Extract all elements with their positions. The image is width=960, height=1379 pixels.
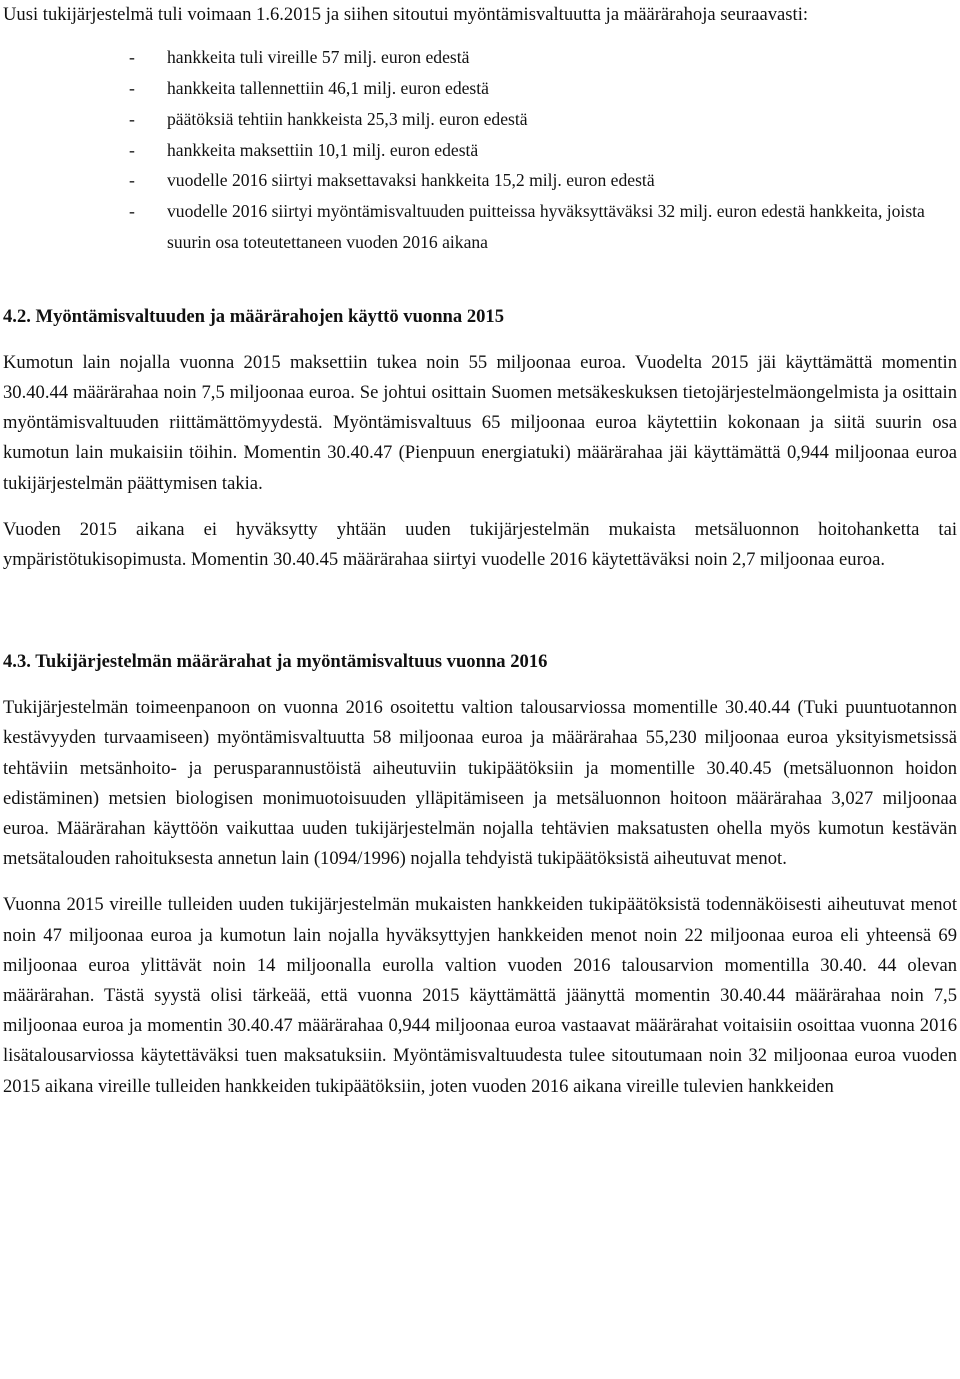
document-page <box>3 0 957 1102</box>
section-heading-4-3: 4.3. Tukijärjestelmän määrärahat ja myöntämisvaltuus vuonna 2016 <box>3 651 548 673</box>
list-item <box>129 135 957 166</box>
paragraph: Tukijärjestelmän toimeenpanoon on vuonna 2016 osoitettu valtion talousarviossa momentille 30.40.44 (Tuki puuntuotannon kestävyyden turvaamiseen) myöntämisvaltuutta 58 miljoonaa euroa ja määrärahaa 55,230 miljoonaa euroa yksityismetsissä tehtäviin metsänhoito- ja perusparannustöistä aiheutuviin tukipäätöksiin ja momentille 30.40.45 (metsäluonnon hoidon edistäminen) metsien biologisen monimuotoisuuden ylläpitämiseen ja metsäluonnon hoitoon määrärahaa 3,027 miljoonaa euroa. Määrärahan käyttöön vaikuttaa uuden tukijärjestelmän nojalla tehtävien maksatusten ohella myös kumotun kestävän metsätalouden rahoituksesta annetun lain (1094/1996) nojalla tehdyistä tukipäätöksistä aiheutuvat menot. <box>3 697 957 870</box>
list-item <box>129 196 957 258</box>
paragraph: Kumotun lain nojalla vuonna 2015 maksettiin tukea noin 55 miljoonaa euroa. Vuodelta 2015 jäi käyttämättä momentin 30.40.44 määrärahaa noin 7,5 miljoonaa euroa. Se johtui osittain Suomen metsäkeskuksen tietojärjestelmäongelmista ja osittain myöntämisvaltuuden riittämättömyydestä. Myöntämisvaltuus 65 miljoonaa euroa käytettiin kokonaan ja siitä suurin osa kumotun lain mukaisiin töihin. Momentin 30.40.47 (Pienpuun energiatuki) määrärahaa jäi käyttämättä 0,944 miljoonaa euroa tukijärjestelmän päättymisen takia. <box>3 351 957 494</box>
list-item-text: hankkeita tuli vireille 57 milj. euron edestä <box>167 47 470 68</box>
paragraph: Vuoden 2015 aikana ei hyväksytty yhtään uuden tukijärjestelmän mukaista metsäluonnon hoitohanketta tai ympäristötukisopimusta. Momentin 30.40.45 määrärahaa siirtyi vuodelle 2016 käytettäväksi noin 2,7 miljoonaa euroa. <box>3 518 957 570</box>
bullet-dash: - <box>129 78 135 98</box>
list-item-text: hankkeita maksettiin 10,1 milj. euron edestä <box>167 139 479 160</box>
bullet-dash: - <box>129 170 135 191</box>
list-item <box>129 104 957 135</box>
bullet-dash: - <box>129 201 135 222</box>
paragraph: Vuonna 2015 vireille tulleiden uuden tukijärjestelmän mukaisten hankkeiden tukipäätöksistä todennäköisesti aiheutuvat menot noin 47 miljoonaa euroa ja kumotun lain nojalla hyväksyttyjen hankkeiden menot noin 22 miljoonaa euroa eli yhteensä 69 miljoonaa euroa ylittävät noin 14 miljoonalla eurolla valtion vuoden 2016 talousarvion momentilla 30.40. 44 olevan määrärahan. Tästä syystä olisi tärkeää, että vuonna 2015 käyttämättä jäänyttä momentin 30.40.44 määrärahaa noin 7,5 miljoonaa euroa ja momentin 30.40.47 määrärahaa 0,944 miljoonaa euroa vastaavat määrärahat voitaisiin osoittaa vuonna 2016 lisätalousarviossa käytettäväksi tuen maksatuksiin. Myöntämisvaltuudesta tulee sitoutumaan noin 32 miljoonaa euroa vuoden 2015 aikana vireille tulleiden hankkeiden tukipäätöksiin, joten vuoden 2016 aikana vireille tulevien hankkeiden <box>3 894 957 1097</box>
list-item-text: vuodelle 2016 siirtyi maksettavaksi hankkeita 15,2 milj. euron edestä <box>167 170 655 191</box>
list-item <box>129 73 957 104</box>
bullet-dash: - <box>129 47 135 68</box>
list-item-text: päätöksiä tehtiin hankkeista 25,3 milj. euron edestä <box>167 108 528 129</box>
allocation-list <box>3 42 957 258</box>
list-item <box>129 165 957 196</box>
list-item-text: vuodelle 2016 siirtyi myöntämisvaltuuden puitteissa hyväksyttäväksi 32 milj. euron edestä hankkeita, joista suurin osa toteutettaneen vuoden 2016 aikana <box>167 201 925 252</box>
intro-paragraph: Uusi tukijärjestelmä tuli voimaan 1.6.2015 ja siihen sitoutui myöntämisvaltuutta ja määrärahoja seuraavasti: <box>3 4 809 25</box>
section-heading-4-2: 4.2. Myöntämisvaltuuden ja määrärahojen käyttö vuonna 2015 <box>3 305 505 327</box>
list-item <box>129 42 957 73</box>
list-item-text: hankkeita tallennettiin 46,1 milj. euron edestä <box>167 78 489 98</box>
bullet-dash: - <box>129 108 135 129</box>
bullet-dash: - <box>129 139 135 160</box>
